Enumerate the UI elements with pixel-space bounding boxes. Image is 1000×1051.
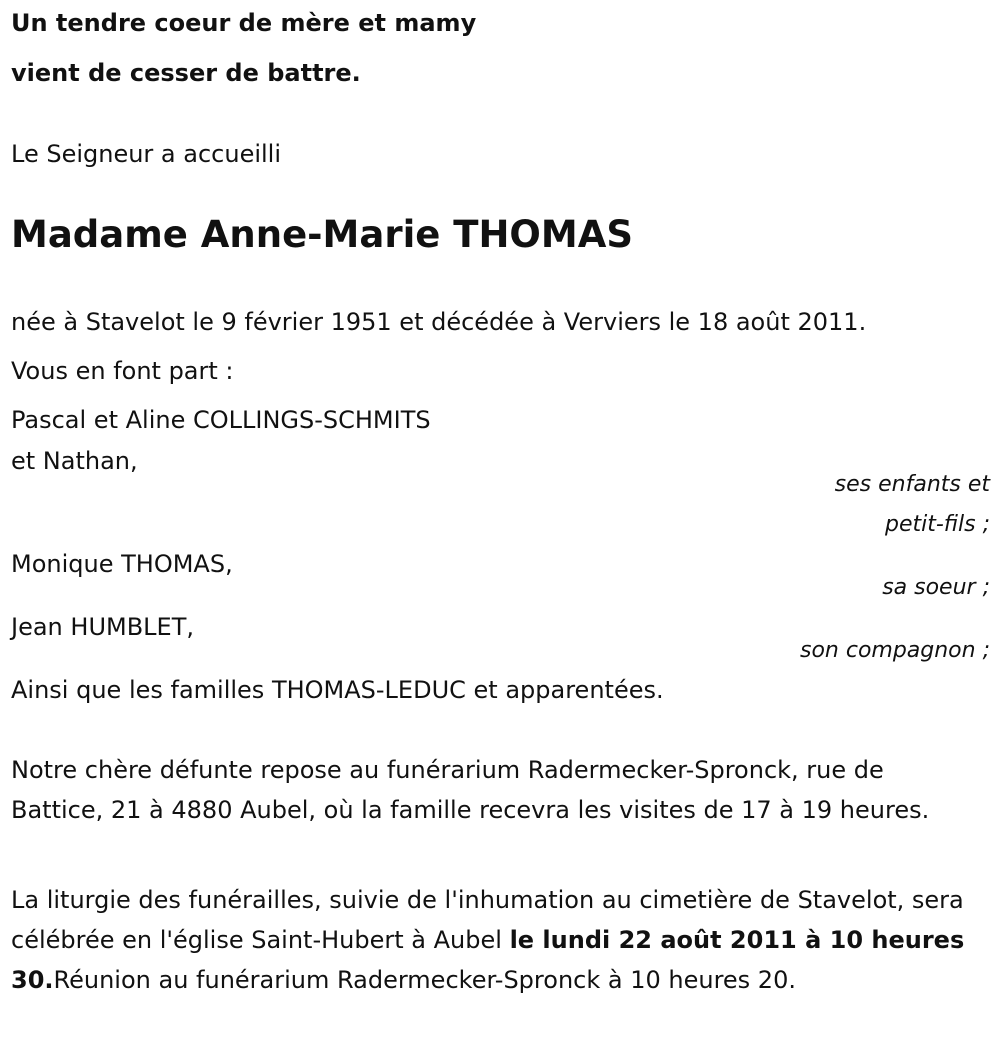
lead-text: Le Seigneur a accueilli (11, 140, 282, 168)
funeral-paragraph (11, 880, 981, 1000)
family-companion: Jean HUMBLET, (11, 613, 194, 641)
announce-line: Vous en font part : (11, 357, 234, 385)
deceased-name: Madame Anne-Marie THOMAS (11, 213, 633, 256)
extended-family-line: Ainsi que les familles THOMAS-LEDUC et apparentées. (11, 676, 664, 704)
funeral-text-before: La liturgie des funérailles, suivie de l'inhumation au cimetière de Stavelot, sera célébrée en l'église Saint-Hubert à Aubel (11, 886, 964, 954)
family-sister: Monique THOMAS, (11, 550, 233, 578)
relation-children-line-1: ses enfants et (834, 472, 990, 497)
relation-children-line-2: petit-fils ; (885, 512, 990, 537)
relation-sister: sa soeur ; (882, 575, 990, 600)
intro-line-1: Un tendre coeur de mère et mamy (11, 9, 477, 37)
funeral-date: le lundi 22 août 2011 à 10 heures 30. (11, 926, 965, 994)
intro-line-2: vient de cesser de battre. (11, 59, 361, 87)
family-children-line-1: Pascal et Aline COLLINGS-SCHMITS (11, 406, 431, 434)
visitation-paragraph: Notre chère défunte repose au funérarium Radermecker-Spronck, rue de Battice, 21 à 4880 Aubel, où la famille recevra les visites de 17 à 19 heures. (11, 756, 930, 824)
birth-death-line: née à Stavelot le 9 février 1951 et décédée à Verviers le 18 août 2011. (11, 308, 867, 336)
relation-companion: son compagnon ; (799, 638, 990, 663)
funeral-text-after: Réunion au funérarium Radermecker-Spronck à 10 heures 20. (53, 966, 796, 994)
family-children-line-2: et Nathan, (11, 447, 138, 475)
